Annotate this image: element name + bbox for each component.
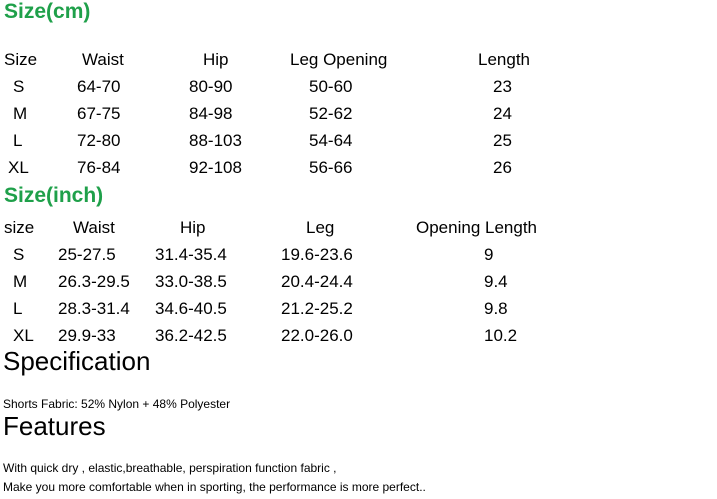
cell-leg: 22.0-26.0 — [281, 326, 353, 345]
size-cm-title: Size(cm) — [4, 0, 91, 23]
cell-leg: 20.4-24.4 — [281, 272, 353, 291]
cell-hip: 88-103 — [189, 131, 242, 150]
header-length: Length — [478, 50, 530, 69]
cell-waist: 64-70 — [77, 77, 121, 96]
cell-hip: 36.2-42.5 — [155, 326, 227, 345]
cell-opening-length: 9 — [484, 245, 494, 264]
size-inch-title: Size(inch) — [4, 184, 104, 207]
cell-size: M — [13, 104, 28, 123]
header-opening-length: Opening Length — [416, 218, 537, 237]
header-hip: Hip — [203, 50, 229, 69]
cell-waist: 67-75 — [77, 104, 121, 123]
header-leg-opening: Leg Opening — [290, 50, 388, 69]
cell-hip: 80-90 — [189, 77, 233, 96]
cell-length: 26 — [493, 158, 512, 177]
cell-leg-opening: 52-62 — [309, 104, 353, 123]
features-line: Make you more comfortable when in sporting, the performance is more perfect.. — [3, 480, 426, 494]
cell-hip: 84-98 — [189, 104, 233, 123]
cell-opening-length: 9.4 — [484, 272, 508, 291]
cell-size: XL — [8, 158, 29, 177]
cell-waist: 29.9-33 — [58, 326, 116, 345]
header-waist: Waist — [82, 50, 124, 69]
cell-size: XL — [13, 326, 34, 345]
cell-opening-length: 10.2 — [484, 326, 518, 345]
cell-waist: 25-27.5 — [58, 245, 116, 264]
cell-leg: 19.6-23.6 — [281, 245, 353, 264]
header-leg: Leg — [306, 218, 335, 237]
cell-size: S — [13, 245, 25, 264]
cell-size: L — [13, 131, 23, 150]
header-waist: Waist — [73, 218, 115, 237]
cell-leg-opening: 50-60 — [309, 77, 353, 96]
cell-leg-opening: 54-64 — [309, 131, 353, 150]
cell-size: L — [13, 299, 23, 318]
cell-opening-length: 9.8 — [484, 299, 508, 318]
specification-text: Shorts Fabric: 52% Nylon + 48% Polyester — [3, 397, 231, 411]
header-size: size — [4, 218, 35, 237]
cell-waist: 76-84 — [77, 158, 121, 177]
cell-waist: 26.3-29.5 — [58, 272, 130, 291]
cell-hip: 92-108 — [189, 158, 242, 177]
cell-waist: 72-80 — [77, 131, 121, 150]
header-hip: Hip — [180, 218, 206, 237]
cell-hip: 31.4-35.4 — [155, 245, 227, 264]
cell-length: 23 — [493, 77, 512, 96]
features-title: Features — [3, 411, 106, 441]
cell-hip: 34.6-40.5 — [155, 299, 227, 318]
cell-size: S — [13, 77, 25, 96]
cell-length: 25 — [493, 131, 512, 150]
header-size: Size — [4, 50, 38, 69]
cell-size: M — [13, 272, 28, 291]
cell-leg-opening: 56-66 — [309, 158, 353, 177]
features-line: With quick dry , elastic,breathable, perspiration function fabric , — [3, 461, 337, 475]
specification-title: Specification — [3, 346, 151, 376]
cell-leg: 21.2-25.2 — [281, 299, 353, 318]
cell-length: 24 — [493, 104, 512, 123]
cell-hip: 33.0-38.5 — [155, 272, 227, 291]
cell-waist: 28.3-31.4 — [58, 299, 130, 318]
